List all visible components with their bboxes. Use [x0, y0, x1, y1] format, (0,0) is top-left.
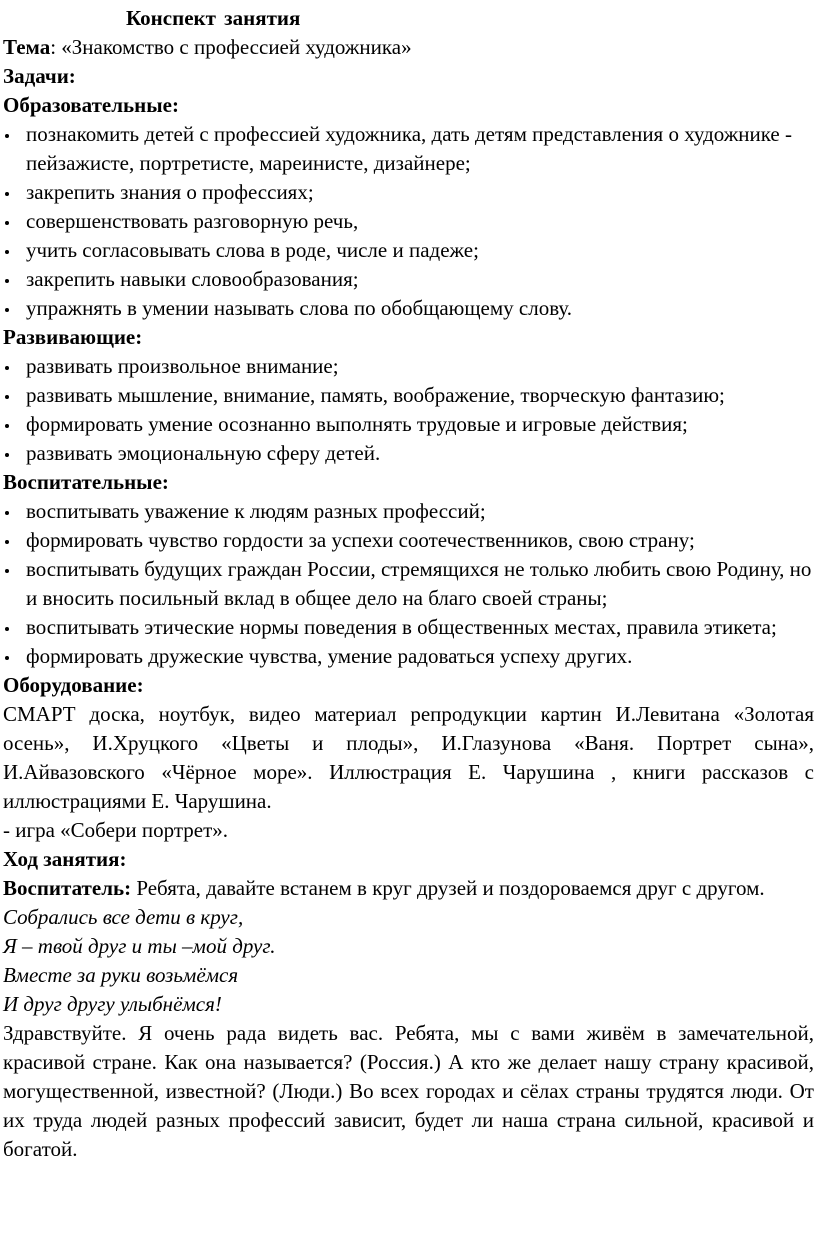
poem-line: Собрались все дети в круг, — [3, 905, 244, 929]
equipment-heading: Оборудование: — [3, 673, 144, 697]
course-heading: Ход занятия: — [3, 847, 127, 871]
equipment-text: СМАРТ доска, ноутбук, видео материал репродукции картин И.Левитана «Золотая осень», И.Хруцкого «Цветы и плоды», И.Глазунова «Ваня. Портрет сына», И.Айвазовского «Чёрное море». Иллюстрация Е. Чарушина , книги рассказов с иллюстрациями Е. Чарушина. — [3, 702, 814, 813]
upbringing-heading: Воспитательные: — [3, 470, 169, 494]
list-item: развивать эмоциональную сферу детей. — [3, 439, 814, 468]
list-item: формировать умение осознанно выполнять трудовые и игровые действия; — [3, 410, 814, 439]
poem-line: И друг другу улыбнёмся! — [3, 992, 222, 1016]
developing-heading: Развивающие: — [3, 325, 143, 349]
list-item: развивать мышление, внимание, память, воображение, творческую фантазию; — [3, 381, 814, 410]
list-item: воспитывать уважение к людям разных профессий; — [3, 497, 814, 526]
course-intro — [3, 874, 814, 903]
list-item: развивать произвольное внимание; — [3, 352, 814, 381]
educational-list — [3, 120, 814, 323]
list-item: совершенствовать разговорную речь, — [3, 207, 814, 236]
theme-text: : «Знакомство с профессией художника» — [50, 35, 412, 59]
list-item: учить согласовывать слова в роде, числе и падеже; — [3, 236, 814, 265]
poem-line: Я – твой друг и ты –мой друг. — [3, 934, 276, 958]
list-item: формировать чувство гордости за успехи соотечественников, свою страну; — [3, 526, 814, 555]
list-item: упражнять в умении называть слова по обобщающему слову. — [3, 294, 814, 323]
educational-heading: Образовательные: — [3, 93, 179, 117]
document-page — [3, 4, 814, 1164]
speaker-label: Воспитатель: — [3, 876, 132, 900]
equipment-game: - игра «Собери портрет». — [3, 818, 229, 842]
course-paragraph: Здравствуйте. Я очень рада видеть вас. Ребята, мы с вами живём в замечательной, красивой стране. Как она называется? (Россия.) А кто же делает нашу страну красивой, могущественной, известной? (Люди.) Во всех городах и сёлах страны трудятся люди. От их труда людей разных профессий зависит, будет ли наша страна сильной, красивой и богатой. — [3, 1021, 814, 1161]
tasks-heading: Задачи: — [3, 64, 76, 88]
list-item: познакомить детей с профессией художника, дать детям представления о художнике - пейзажисте, портретисте, мареинисте, дизайнере; — [3, 120, 814, 178]
poem-line: Вместе за руки возьмёмся — [3, 963, 239, 987]
list-item: воспитывать будущих граждан России, стремящихся не только любить свою Родину, но и вносить посильный вклад в общее дело на благо своей страны; — [3, 555, 814, 613]
intro-text: Ребята, давайте встанем в круг друзей и поздороваемся друг с другом. — [131, 876, 765, 900]
theme-label: Тема — [3, 35, 51, 59]
list-item: закрепить знания о профессиях; — [3, 178, 814, 207]
list-item: воспитывать этические нормы поведения в общественных местах, правила этикета; — [3, 613, 814, 642]
theme-line — [3, 33, 814, 62]
list-item: формировать дружеские чувства, умение радоваться успеху других. — [3, 642, 814, 671]
document-title: Конспект занятия — [126, 6, 301, 30]
developing-list — [3, 352, 814, 468]
upbringing-list — [3, 497, 814, 671]
list-item: закрепить навыки словообразования; — [3, 265, 814, 294]
